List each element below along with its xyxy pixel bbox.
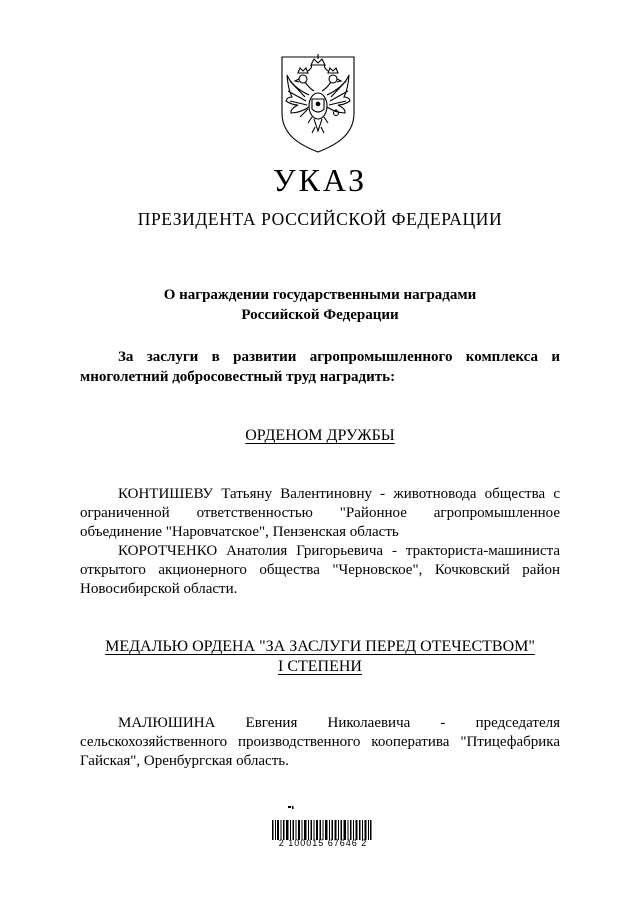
- barcode-number: 2 100015 67646 2: [278, 838, 368, 848]
- award-heading: [0, 637, 640, 677]
- decree-subject-line: О награждении государственными наградами: [163, 287, 477, 303]
- award-title: МЕДАЛЬЮ ОРДЕНА "ЗА ЗАСЛУГИ ПЕРЕД ОТЕЧЕСТВОМ": [105, 638, 535, 655]
- award-heading: [0, 426, 640, 446]
- decree-subject-line: Российской Федерации: [241, 307, 399, 323]
- recipient-entry: МАЛЮШИНА Евгения Николаевича - председателя сельскохозяйственного производственного кооператива "Птицефабрика Гайская", Оренбургская область.: [80, 715, 560, 769]
- recipient-entry: КОРОТЧЕНКО Анатолия Григорьевича - тракториста-машиниста открытого акционерного общества "Черновское", Кочковский район Новосибирской области.: [80, 543, 560, 597]
- recipient-entry: КОНТИШЕВУ Татьяну Валентиновну - животновода общества с ограниченной ответственностью "Районное агропромышленное объединение "Наровчатское", Пензенская область: [80, 486, 560, 540]
- decree-preamble: За заслуги в развитии агропромышленного комплекса и многолетний добросовестный труд наградить:: [80, 349, 560, 385]
- decree-subject: [0, 285, 640, 325]
- decree-title: УКАЗ: [272, 162, 368, 198]
- decree-issuer: ПРЕЗИДЕНТА РОССИЙСКОЙ ФЕДЕРАЦИИ: [137, 209, 503, 229]
- award-title: ОРДЕНОМ ДРУЖБЫ: [245, 427, 395, 444]
- award-title-degree: I СТЕПЕНИ: [278, 658, 362, 675]
- coat-of-arms-emblem: [278, 51, 358, 154]
